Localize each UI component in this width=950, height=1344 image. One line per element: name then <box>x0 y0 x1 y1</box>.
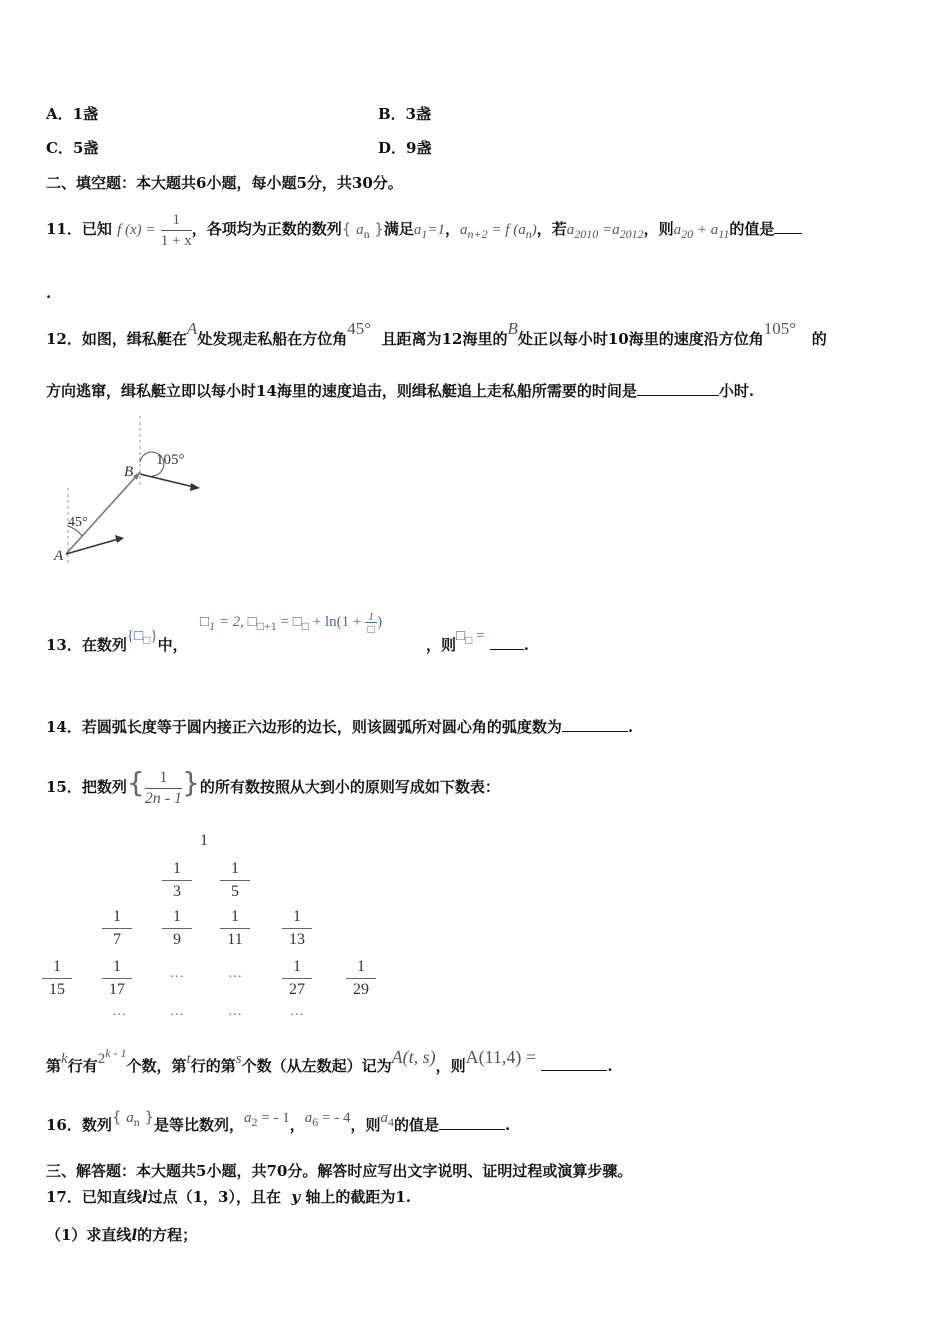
question-11: 11．已知 f (x) = $\frac{1}{1 + x}$ ，各项均为正数的数列{ $a_n$ }满足$a_1=1$，$a_{n+2} = f$ $(a_n)$，若$a_{2010} =a_{2012}$，则$a_{20} + a_{11}$的值是 <box>46 198 802 265</box>
table-ellipsis: … <box>112 1004 127 1019</box>
q11-seq: { $a_n$ } <box>341 220 384 241</box>
q11-frac-num: 1 <box>161 210 192 231</box>
option-b: B．3盏 <box>378 105 432 123</box>
table-cell-1-11: 1 11 <box>220 906 250 951</box>
q13-formula: $□_1 = 2$, $□_{□+1}$ = $□_□ + \ln(1$ + $\frac{1}{□}$ ) <box>200 609 383 636</box>
smuggler-arrow-head <box>190 483 200 491</box>
q11-frac-den: 1 + x <box>160 232 192 249</box>
question-17-part-1: （1）求直线l的方程； <box>46 1226 198 1244</box>
q14-answer-blank <box>562 717 628 732</box>
fig-label-a: A <box>54 548 64 564</box>
q11-a1: $a_1=1$ <box>413 222 446 241</box>
table-cell-1-7: 1 7 <box>102 906 132 951</box>
q13-tail: ，则$□_□$ = . <box>426 628 530 654</box>
segment-ab <box>66 472 140 554</box>
q15-A114: A(11,4) = <box>465 1047 537 1067</box>
q11-text4: ，则 <box>643 220 674 238</box>
q11-text5: 的值是 <box>729 220 775 238</box>
table-cell-1-15: 1 15 <box>42 956 72 1001</box>
q13-seq: $\{□_□\}$ <box>126 628 158 647</box>
table-cell-1-29: 1 29 <box>346 956 376 1001</box>
q12-point-a: A <box>186 319 198 338</box>
q15-answer-blank <box>541 1056 607 1071</box>
q11-cond: $a_{2010} =a_{2012}$ <box>566 222 644 241</box>
question-12-line1: 12．如图，缉私艇在A处发现走私船在方位角45° 且距离为12海里的B处正以每小时10海里的速度沿方位角105° 的 <box>46 319 827 348</box>
patrol-arrow-head <box>115 535 124 543</box>
table-ellipsis: … <box>228 1004 243 1019</box>
q12-answer-blank <box>637 381 719 396</box>
smuggler-path <box>140 474 198 488</box>
section-3-heading: 三、解答题：本大题共5小题，共70分。解答时应写出文字说明、证明过程或演算步骤。 <box>46 1162 633 1180</box>
q12-angle-105: 105° <box>763 319 797 338</box>
table-ellipsis: … <box>228 966 243 981</box>
table-ellipsis: … <box>290 1004 305 1019</box>
q13-an: $□_□$ = <box>456 628 485 647</box>
q11-sum: $a_{20} + a_{11}$ <box>673 222 730 241</box>
table-cell-1-5: 1 5 <box>220 858 250 903</box>
fig-label-45: 45° <box>68 515 88 530</box>
q16-answer-blank <box>439 1115 505 1130</box>
q15-Ats: A(t, s) <box>391 1047 436 1067</box>
question-17: 17．已知直线l过点（1，3），且在 y 轴上的截距为1. <box>46 1188 412 1206</box>
table-cell-1-13: 1 13 <box>282 906 312 951</box>
q11-answer-blank <box>774 219 802 234</box>
option-a: A．1盏 <box>46 105 99 123</box>
option-d: D．9盏 <box>378 139 432 157</box>
table-cell-1-27: 1 27 <box>282 956 312 1001</box>
fig-label-105: 105° <box>156 452 185 468</box>
table-ellipsis: … <box>170 1004 185 1019</box>
question-15: 15．把数列{ $\frac{1}{2n - 1}$ }的所有数按照从大到小的原则写成如下数表： <box>46 766 500 807</box>
patrol-path <box>66 538 122 554</box>
q12-angle-45: 45° <box>347 319 372 338</box>
question-15-line2: 第k行有2$^{k - 1}$个数，第t行的第s个数（从左数起）记为A(t, s)，则A(11,4) = . <box>46 1046 613 1075</box>
table-row-1: 1 <box>200 832 208 849</box>
option-c: C．5盏 <box>46 139 99 157</box>
question-13: 13．在数列$\{□_□\}$中， <box>46 628 188 654</box>
q13-answer-blank <box>490 635 524 650</box>
q11-text3: ，若 <box>536 220 567 238</box>
q15-fraction: $\frac{1}{2n - 1}$ <box>144 768 183 807</box>
table-cell-1-9: 1 9 <box>162 906 192 951</box>
q11-text1: ，各项均为正数的数列 <box>191 220 342 238</box>
q11-end: . <box>46 284 52 302</box>
q11-number: 11．已知 <box>46 220 112 238</box>
q11-fx: f (x) = <box>117 222 156 238</box>
table-ellipsis: … <box>170 966 185 981</box>
q11-text2: 满足 <box>383 220 414 238</box>
q11-fraction <box>161 210 192 251</box>
fig-label-b: B <box>124 464 134 480</box>
q12-bearing-diagram <box>48 408 218 568</box>
table-cell-1-3: 1 3 <box>162 858 192 903</box>
question-12-line2: 方向逃窜，缉私艇立即以每小时14海里的速度追击，则缉私艇追上走私船所需要的时间是 小时. <box>46 382 755 400</box>
section-2-heading: 二、填空题：本大题共6小题，每小题5分，共30分。 <box>46 174 403 192</box>
question-14: 14．若圆弧长度等于圆内接正六边形的边长，则该圆弧所对圆心角的弧度数为 . <box>46 718 634 736</box>
q12-point-b: B <box>507 319 518 338</box>
q11-recurrence: $a_{n+2} = f$ $(a_n)$ <box>460 222 537 241</box>
table-cell-1-17: 1 17 <box>102 956 132 1001</box>
question-16: 16．数列{ $a_n$ }是等比数列，$a_2$ = - 1，$a_6$ = - 4，则$a_4$的值是 . <box>46 1108 511 1134</box>
